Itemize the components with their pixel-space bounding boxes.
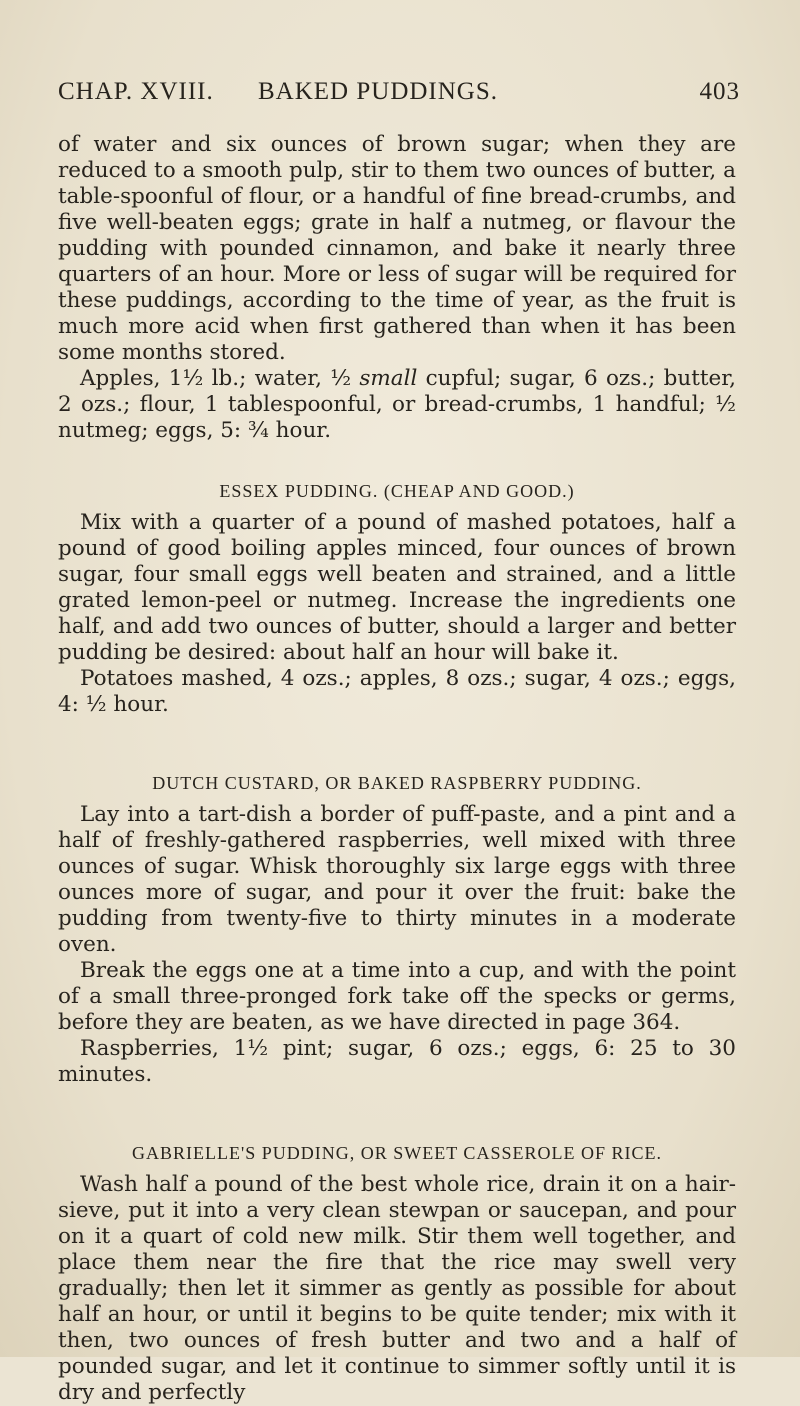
intro-paragraph: of water and six ounces of brown sugar; when they are reduced to a smooth pulp, stir to them two ounces of butter, a table-spoonful of flour, or a handful of fine bread-crumbs, and five well-beaten eggs; grate in half a nutmeg, or flavour the pudding with pounded cinnamon, and bake it nearly three quarters of an hour. More or less of sugar will be required for these puddings, according to the time of year, as the fruit is much more acid when first gathered than when it has been some months stored. <box>58 132 736 365</box>
essex-heading: ESSEX PUDDING. (CHEAP AND GOOD.) <box>219 481 575 501</box>
running-head <box>58 78 740 108</box>
gabrielle-heading: GABRIELLE'S PUDDING, OR SWEET CASSEROLE OF RICE. <box>132 1143 662 1163</box>
dutch-note: Break the eggs one at a time into a cup, and with the point of a small three-pronged fork take off the specks or germs, before they are beaten, as we have directed in page 364. <box>58 958 736 1035</box>
intro-summary-italic: small <box>359 366 418 391</box>
page-title: BAKED PUDDINGS. <box>258 78 499 105</box>
gabrielle-paragraph: Wash half a pound of the best whole rice, drain it on a hair-sieve, put it into a very clean stewpan or saucepan, and pour on it a quart of cold new milk. Stir them well together, and place them near the fire that the rice may swell very gradually; then let it simmer as gently as possible for about half an hour, or until it begins to be quite tender; mix with it then, two ounces of fresh butter and two and a half of pounded sugar, and let it continue to simmer softly until it is dry and perfectly <box>58 1172 736 1405</box>
page-body <box>58 132 736 1406</box>
essex-summary: Potatoes mashed, 4 ozs.; apples, 8 ozs.; sugar, 4 ozs.; eggs, 4: ½ hour. <box>58 666 736 717</box>
dutch-heading: DUTCH CUSTARD, OR BAKED RASPBERRY PUDDING. <box>152 773 642 793</box>
essex-paragraph: Mix with a quarter of a pound of mashed potatoes, half a pound of good boiling apples minced, four ounces of brown sugar, four small eggs well beaten and strained, and a little grated lemon-peel or nutmeg. Increase the ingredients one half, and add two ounces of butter, should a larger and better pudding be desired: about half an hour will bake it. <box>58 510 736 665</box>
page-number: 403 <box>699 78 740 105</box>
chapter-label: CHAP. XVIII. <box>58 78 214 105</box>
intro-summary-part-b: cupful; sugar, 6 ozs.; butter, 2 ozs.; flour, 1 tablespoonful, or bread-crumbs, 1 handful; ½ nutmeg; eggs, 5: ¾ hour. <box>58 366 736 443</box>
dutch-paragraph: Lay into a tart-dish a border of puff-paste, and a pint and a half of freshly-gathered raspberries, well mixed with three ounces of sugar. Whisk thoroughly six large eggs with three ounces more of sugar, and pour it over the fruit: bake the pudding from twenty-five to thirty minutes in a moderate oven. <box>58 802 736 957</box>
intro-summary <box>58 366 736 444</box>
dutch-summary: Raspberries, 1½ pint; sugar, 6 ozs.; eggs, 6: 25 to 30 minutes. <box>58 1036 736 1087</box>
intro-summary-part-a: Apples, 1½ lb.; water, ½ <box>80 366 360 391</box>
